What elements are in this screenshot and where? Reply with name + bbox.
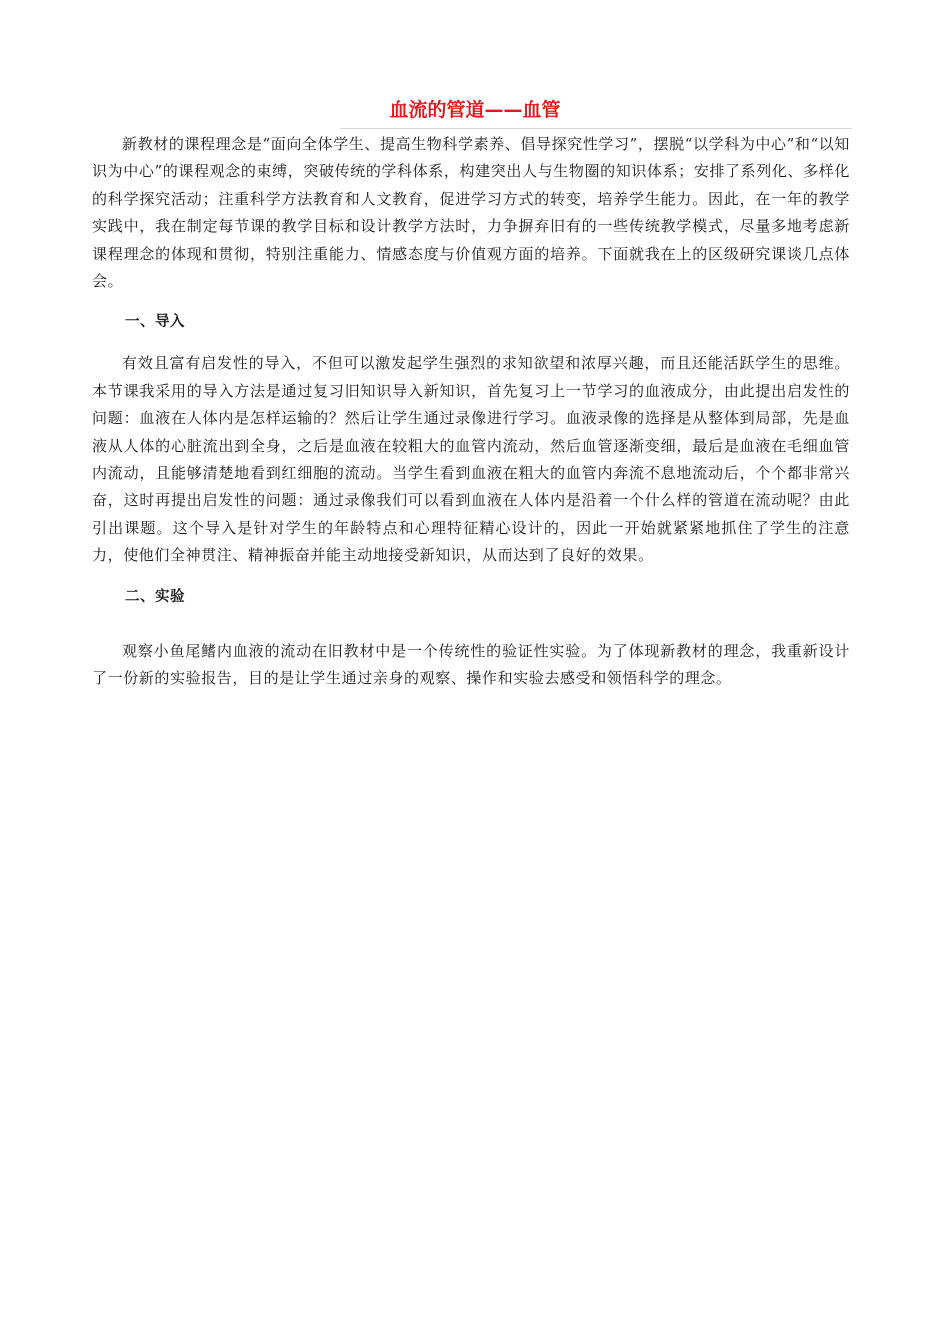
intro-paragraph: 新教材的课程理念是“面向全体学生、提高生物科学素养、倡导探究性学习”，摆脱“以学科为中心”和“以知识为中心”的课程观念的束缚，突破传统的学科体系，构建突出人与生物圈的知识体系；安排了系列化、多样化的科学探究活动；注重科学方法教育和人文教育，促进学习方式的转变，培养学生能力。因此，在一年的教学实践中，我在制定每节课的教学目标和设计教学方法时，力争摒弃旧有的一些传统教学模式，尽量多地考虑新课程理念的体现和贯彻，特别注重能力、情感态度与价值观方面的培养。下面就我在上的区级研究课谈几点体会。 xyxy=(92,135,850,291)
introduction-paragraph: 有效且富有启发性的导入，不但可以激发起学生强烈的求知欲望和浓厚兴趣，而且还能活跃学生的思维。本节课我采用的导入方法是通过复习旧知识导入新知识，首先复习上一节学习的血液成分，由此提出启发性的问题：血液在人体内是怎样运输的？然后让学生通过录像进行学习。血液录像的选择是从整体到局部，先是血液从人体的心脏流出到全身，之后是血液在较粗大的血管内流动，然后血管逐渐变细，最后是血液在毛细血管内流动，且能够清楚地看到红细胞的流动。当学生看到血液在粗大的血管内奔流不息地流动后，个个都非常兴奋，这时再提出启发性的问题：通过录像我们可以看到血液在人体内是沿着一个什么样的管道在流动呢？由此引出课题。这个导入是针对学生的年龄特点和心理特征精心设计的，因此一开始就紧紧地抓住了学生的注意力，使他们全神贯注、精神振奋并能主动地接受新知识，从而达到了良好的效果。 xyxy=(92,354,850,565)
section-heading-experiment: 二、实验 xyxy=(125,588,185,605)
document-title: 血流的管道——血管 xyxy=(389,99,561,121)
title-divider xyxy=(340,128,852,129)
section-heading-introduction: 一、导入 xyxy=(125,314,185,331)
experiment-paragraph: 观察小鱼尾鳍内血液的流动在旧教材中是一个传统性的验证性实验。为了体现新教材的理念，我重新设计了一份新的实验报告，目的是让学生通过亲身的观察、操作和实验去感受和领悟科学的理念。 xyxy=(92,641,850,688)
document-body xyxy=(92,131,850,693)
